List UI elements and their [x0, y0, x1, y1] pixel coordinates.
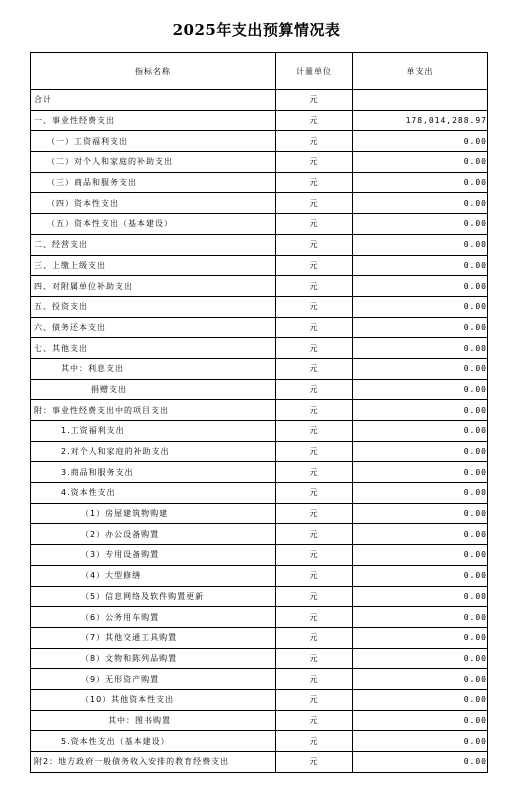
table-row — [31, 545, 488, 566]
row-unit: 元 — [276, 710, 353, 731]
header-unit: 计量单位 — [276, 53, 353, 90]
row-unit: 元 — [276, 462, 353, 483]
table-row — [31, 255, 488, 276]
row-total-expenditure: 0.00 — [353, 710, 488, 731]
table-row — [31, 400, 488, 421]
table-row — [31, 710, 488, 731]
row-unit: 元 — [276, 255, 353, 276]
row-unit: 元 — [276, 627, 353, 648]
table-row — [31, 90, 488, 111]
row-indicator-name: （三）商品和服务支出 — [31, 172, 276, 193]
table-row — [31, 669, 488, 690]
row-unit: 元 — [276, 441, 353, 462]
table-row — [31, 193, 488, 214]
table-row — [31, 524, 488, 545]
row-unit: 元 — [276, 731, 353, 752]
row-total-expenditure: 0.00 — [353, 462, 488, 483]
header-indicator-name: 指标名称 — [31, 53, 276, 90]
row-unit: 元 — [276, 234, 353, 255]
table-row — [31, 607, 488, 628]
row-indicator-name: （7）其他交通工具购置 — [31, 627, 276, 648]
table-row — [31, 627, 488, 648]
row-total-expenditure: 0.00 — [353, 317, 488, 338]
page-title: 2025年支出预算情况表 — [172, 21, 341, 39]
row-unit: 元 — [276, 607, 353, 628]
row-unit: 元 — [276, 524, 353, 545]
row-total-expenditure: 0.00 — [353, 545, 488, 566]
row-indicator-name: 其中：图书购置 — [31, 710, 276, 731]
table-row — [31, 752, 488, 773]
row-indicator-name: 五、投资支出 — [31, 296, 276, 317]
row-unit: 元 — [276, 338, 353, 359]
row-total-expenditure: 0.00 — [353, 648, 488, 669]
row-total-expenditure: 0.00 — [353, 193, 488, 214]
row-indicator-name: （9）无形资产购置 — [31, 669, 276, 690]
row-total-expenditure: 0.00 — [353, 669, 488, 690]
table-row — [31, 689, 488, 710]
row-indicator-name: 附：事业性经费支出中的项目支出 — [31, 400, 276, 421]
row-unit: 元 — [276, 689, 353, 710]
row-total-expenditure: 0.00 — [353, 586, 488, 607]
table-row — [31, 358, 488, 379]
table-row — [31, 234, 488, 255]
row-indicator-name: （5）信息网络及软件购置更新 — [31, 586, 276, 607]
table-row — [31, 110, 488, 131]
row-indicator-name: 1.工资福利支出 — [31, 421, 276, 442]
row-unit: 元 — [276, 648, 353, 669]
row-indicator-name: （6）公务用车购置 — [31, 607, 276, 628]
row-indicator-name: （2）办公设备购置 — [31, 524, 276, 545]
row-total-expenditure: 0.00 — [353, 152, 488, 173]
row-indicator-name: （四）资本性支出 — [31, 193, 276, 214]
row-total-expenditure: 0.00 — [353, 524, 488, 545]
row-indicator-name: 其中：利息支出 — [31, 358, 276, 379]
row-indicator-name: 七、其他支出 — [31, 338, 276, 359]
row-indicator-name: 二、经营支出 — [31, 234, 276, 255]
row-unit: 元 — [276, 214, 353, 235]
row-indicator-name: （8）文物和陈列品购置 — [31, 648, 276, 669]
row-unit: 元 — [276, 276, 353, 297]
row-total-expenditure: 0.00 — [353, 483, 488, 504]
table-row — [31, 296, 488, 317]
row-total-expenditure: 0.00 — [353, 255, 488, 276]
row-unit: 元 — [276, 358, 353, 379]
row-total-expenditure: 0.00 — [353, 607, 488, 628]
row-total-expenditure: 0.00 — [353, 276, 488, 297]
row-total-expenditure: 0.00 — [353, 131, 488, 152]
table-row — [31, 338, 488, 359]
row-total-expenditure: 0.00 — [353, 565, 488, 586]
row-unit: 元 — [276, 193, 353, 214]
row-total-expenditure: 0.00 — [353, 441, 488, 462]
row-indicator-name: （二）对个人和家庭的补助支出 — [31, 152, 276, 173]
row-unit: 元 — [276, 152, 353, 173]
table-row — [31, 131, 488, 152]
row-total-expenditure: 0.00 — [353, 627, 488, 648]
row-indicator-name: 一、事业性经费支出 — [31, 110, 276, 131]
row-indicator-name: 2.对个人和家庭的补助支出 — [31, 441, 276, 462]
row-total-expenditure: 0.00 — [353, 400, 488, 421]
row-indicator-name: 合计 — [31, 90, 276, 111]
table-row — [31, 317, 488, 338]
row-indicator-name: 六、债务还本支出 — [31, 317, 276, 338]
row-unit: 元 — [276, 545, 353, 566]
table-row — [31, 172, 488, 193]
row-unit: 元 — [276, 379, 353, 400]
table-row — [31, 214, 488, 235]
table-body — [31, 90, 488, 773]
row-indicator-name: （1）房屋建筑物购建 — [31, 503, 276, 524]
header-total-expenditure: 单支出 — [353, 53, 488, 90]
table-row — [31, 731, 488, 752]
row-total-expenditure: 0.00 — [353, 214, 488, 235]
table-row — [31, 421, 488, 442]
row-total-expenditure: 0.00 — [353, 379, 488, 400]
row-indicator-name: （3）专用设备购置 — [31, 545, 276, 566]
row-indicator-name: 捐赠支出 — [31, 379, 276, 400]
row-unit: 元 — [276, 503, 353, 524]
table-header-row — [31, 53, 488, 90]
row-unit: 元 — [276, 110, 353, 131]
row-unit: 元 — [276, 421, 353, 442]
table-row — [31, 648, 488, 669]
row-indicator-name: 四、对附属单位补助支出 — [31, 276, 276, 297]
row-indicator-name: （4）大型修缮 — [31, 565, 276, 586]
row-total-expenditure: 0.00 — [353, 503, 488, 524]
row-indicator-name: （10）其他资本性支出 — [31, 689, 276, 710]
row-unit: 元 — [276, 586, 353, 607]
row-indicator-name: （一）工资福利支出 — [31, 131, 276, 152]
row-total-expenditure: 0.00 — [353, 358, 488, 379]
row-unit: 元 — [276, 131, 353, 152]
row-total-expenditure: 0.00 — [353, 752, 488, 773]
row-unit: 元 — [276, 172, 353, 193]
row-total-expenditure: 0.00 — [353, 234, 488, 255]
row-indicator-name: （五）资本性支出（基本建设） — [31, 214, 276, 235]
row-total-expenditure: 0.00 — [353, 421, 488, 442]
table-row — [31, 503, 488, 524]
table-row — [31, 152, 488, 173]
table-row — [31, 462, 488, 483]
row-total-expenditure: 0.00 — [353, 731, 488, 752]
row-unit: 元 — [276, 400, 353, 421]
row-unit: 元 — [276, 669, 353, 690]
row-total-expenditure: 0.00 — [353, 338, 488, 359]
table-row — [31, 483, 488, 504]
row-total-expenditure — [353, 90, 488, 111]
row-unit: 元 — [276, 565, 353, 586]
row-total-expenditure: 0.00 — [353, 172, 488, 193]
budget-table — [30, 52, 488, 773]
row-total-expenditure: 178,014,288.97 — [353, 110, 488, 131]
row-indicator-name: 附2：地方政府一般债务收入安排的教育经费支出 — [31, 752, 276, 773]
table-row — [31, 441, 488, 462]
row-unit: 元 — [276, 296, 353, 317]
row-indicator-name: 三、上缴上级支出 — [31, 255, 276, 276]
row-unit: 元 — [276, 317, 353, 338]
row-indicator-name: 4.资本性支出 — [31, 483, 276, 504]
table-row — [31, 276, 488, 297]
row-unit: 元 — [276, 483, 353, 504]
row-indicator-name: 5.资本性支出（基本建设） — [31, 731, 276, 752]
row-total-expenditure: 0.00 — [353, 296, 488, 317]
row-unit: 元 — [276, 752, 353, 773]
table-row — [31, 565, 488, 586]
table-row — [31, 586, 488, 607]
row-total-expenditure: 0.00 — [353, 689, 488, 710]
table-row — [31, 379, 488, 400]
row-indicator-name: 3.商品和服务支出 — [31, 462, 276, 483]
row-unit: 元 — [276, 90, 353, 111]
